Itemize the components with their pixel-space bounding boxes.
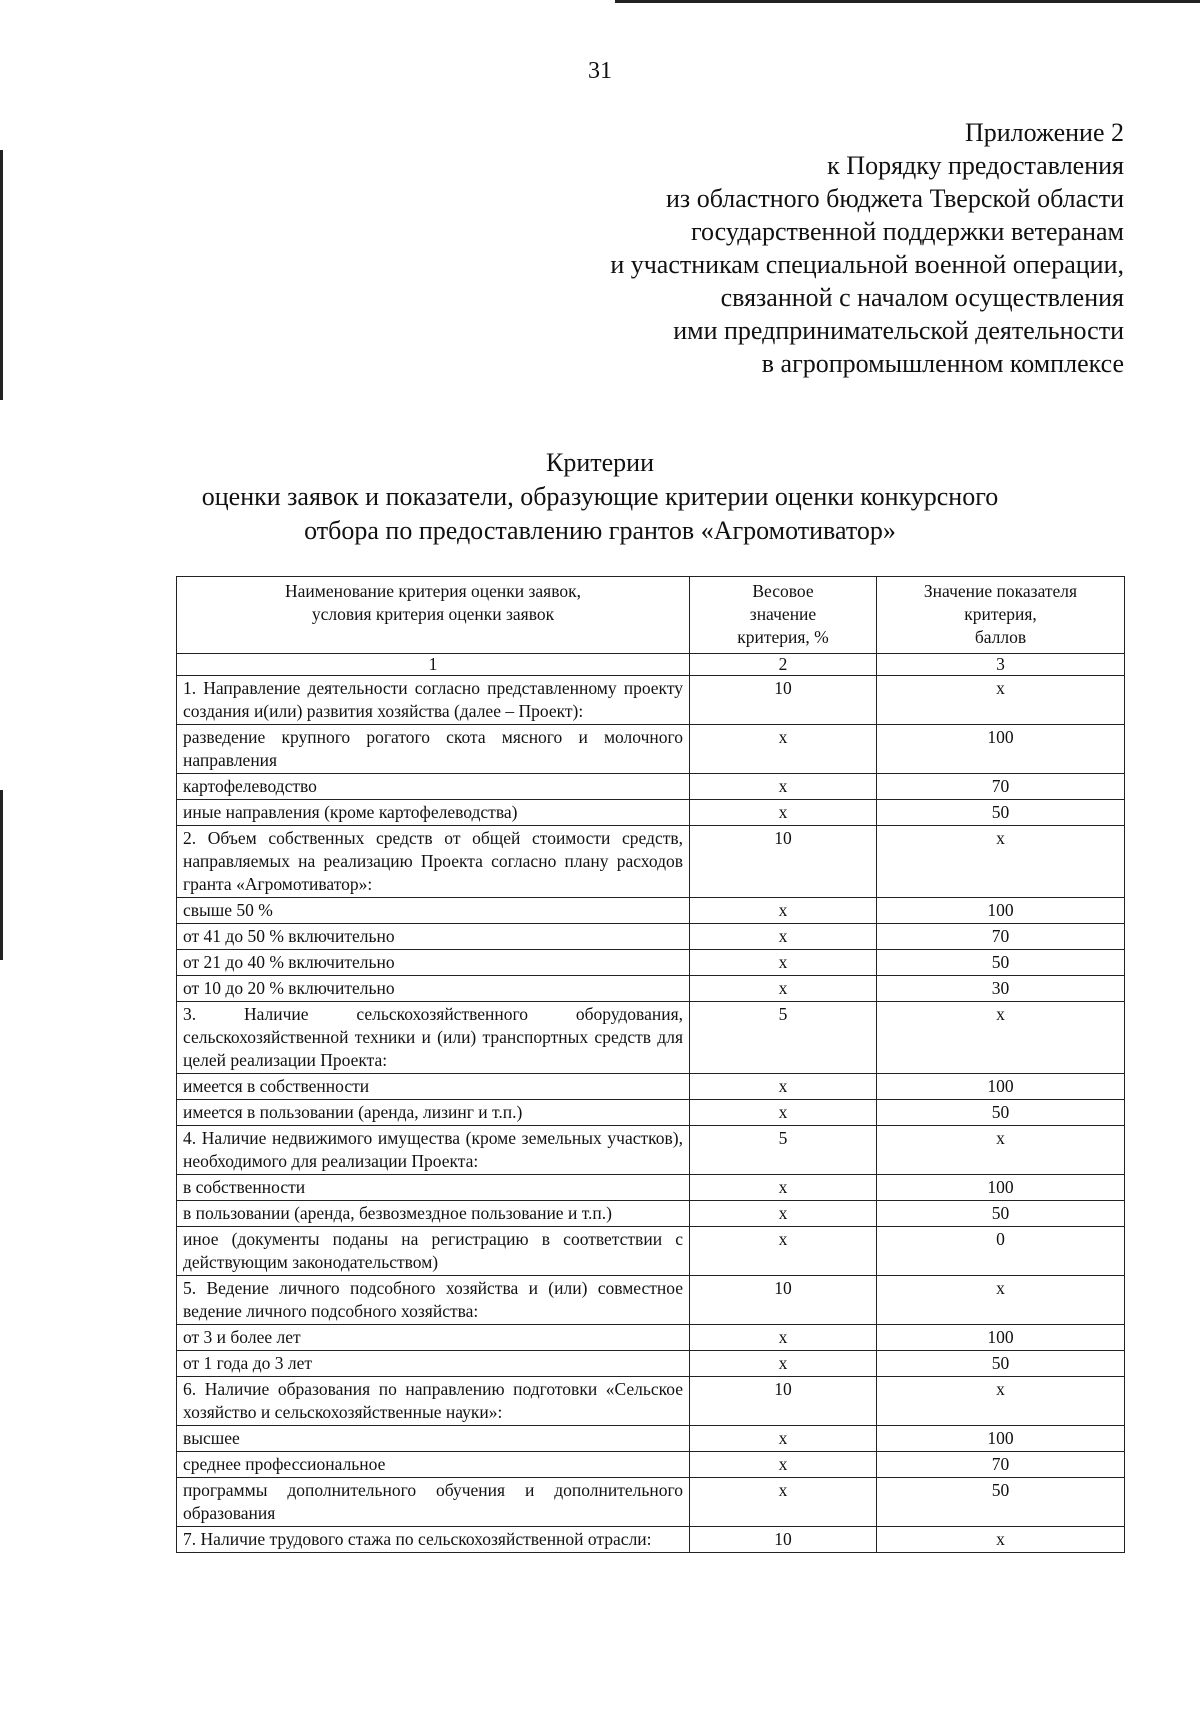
score-cell: 30 [877, 976, 1125, 1002]
title-line-1: Критерии [546, 448, 654, 477]
weight-cell: х [690, 976, 877, 1002]
criterion-name-cell: 4. Наличие недвижимого имущества (кроме земельных участков), необходимого для реализации Проекта: [177, 1126, 690, 1175]
criterion-name-cell: от 1 года до 3 лет [177, 1351, 690, 1377]
criteria-table-body [177, 676, 1125, 1553]
weight-cell: х [690, 1227, 877, 1276]
criterion-name-cell: высшее [177, 1426, 690, 1452]
criterion-name-cell: 5. Ведение личного подсобного хозяйства и (или) совместное ведение личного подсобного хозяйства: [177, 1276, 690, 1325]
weight-cell: х [690, 1426, 877, 1452]
criterion-name-cell: иное (документы поданы на регистрацию в соответствии с действующим законодательством) [177, 1227, 690, 1276]
score-cell: 0 [877, 1227, 1125, 1276]
table-header-row [177, 577, 1125, 654]
column-number: 1 [177, 654, 690, 676]
document-title [0, 446, 1200, 548]
score-cell: 50 [877, 1201, 1125, 1227]
appendix-line: и участникам специальной военной операции, [610, 250, 1124, 279]
column-number: 2 [690, 654, 877, 676]
weight-cell: х [690, 1175, 877, 1201]
weight-cell: 5 [690, 1002, 877, 1074]
weight-cell: х [690, 1325, 877, 1351]
table-row [177, 1478, 1125, 1527]
table-row [177, 800, 1125, 826]
criterion-name-cell: в пользовании (аренда, безвозмездное пользование и т.п.) [177, 1201, 690, 1227]
title-line-3: отбора по предоставлению грантов «Агромотиватор» [304, 516, 896, 545]
table-row [177, 1325, 1125, 1351]
score-cell: 50 [877, 800, 1125, 826]
table-row [177, 1276, 1125, 1325]
weight-cell: х [690, 774, 877, 800]
weight-cell: х [690, 1201, 877, 1227]
table-row [177, 1227, 1125, 1276]
table-row [177, 950, 1125, 976]
score-cell: 50 [877, 1100, 1125, 1126]
score-cell: 100 [877, 1325, 1125, 1351]
weight-cell: х [690, 1478, 877, 1527]
criterion-name-cell: 2. Объем собственных средств от общей стоимости средств, направляемых на реализацию Проекта согласно плану расходов гранта «Агромотиватор»: [177, 826, 690, 898]
table-row [177, 1351, 1125, 1377]
scan-edge-line-bottom [0, 790, 3, 960]
weight-cell: х [690, 725, 877, 774]
appendix-line: Приложение 2 [964, 118, 1124, 147]
score-cell: 70 [877, 774, 1125, 800]
criteria-table [176, 576, 1125, 1553]
score-cell: х [877, 1276, 1125, 1325]
criterion-name-cell: от 41 до 50 % включительно [177, 924, 690, 950]
criterion-name-cell: свыше 50 % [177, 898, 690, 924]
appendix-header [610, 116, 1124, 380]
appendix-line: связанной с началом осуществления [720, 283, 1124, 312]
appendix-line: государственной поддержки ветеранам [691, 217, 1124, 246]
score-cell: х [877, 676, 1125, 725]
column-number: 3 [877, 654, 1125, 676]
score-cell: 100 [877, 1074, 1125, 1100]
table-row [177, 1002, 1125, 1074]
score-cell: 100 [877, 898, 1125, 924]
score-cell: 70 [877, 1452, 1125, 1478]
criterion-name-cell: картофелеводство [177, 774, 690, 800]
table-row [177, 1126, 1125, 1175]
criterion-name-cell: иные направления (кроме картофелеводства) [177, 800, 690, 826]
score-cell: 50 [877, 950, 1125, 976]
criterion-name-cell: имеется в пользовании (аренда, лизинг и т.п.) [177, 1100, 690, 1126]
weight-cell: х [690, 1452, 877, 1478]
table-row [177, 1527, 1125, 1553]
header-score: Значение показателя критерия, баллов [877, 577, 1125, 654]
table-row [177, 1074, 1125, 1100]
criterion-name-cell: среднее профессиональное [177, 1452, 690, 1478]
table-row [177, 1201, 1125, 1227]
criterion-name-cell: 7. Наличие трудового стажа по сельскохозяйственной отрасли: [177, 1527, 690, 1553]
weight-cell: х [690, 924, 877, 950]
table-row [177, 1100, 1125, 1126]
criterion-name-cell: разведение крупного рогатого скота мясного и молочного направления [177, 725, 690, 774]
weight-cell: 10 [690, 1377, 877, 1426]
header-weight: Весовое значение критерия, % [690, 577, 877, 654]
weight-cell: 10 [690, 1527, 877, 1553]
score-cell: 100 [877, 1426, 1125, 1452]
table-row [177, 1452, 1125, 1478]
table-row [177, 898, 1125, 924]
title-line-2: оценки заявок и показатели, образующие критерии оценки конкурсного [201, 482, 999, 511]
column-numbers-row [177, 654, 1125, 676]
weight-cell: х [690, 800, 877, 826]
table-row [177, 774, 1125, 800]
weight-cell: 10 [690, 676, 877, 725]
appendix-line: ими предпринимательской деятельности [673, 316, 1124, 345]
weight-cell: х [690, 950, 877, 976]
criterion-name-cell: 6. Наличие образования по направлению подготовки «Сельское хозяйство и сельскохозяйственные науки»: [177, 1377, 690, 1426]
criterion-name-cell: от 10 до 20 % включительно [177, 976, 690, 1002]
weight-cell: 5 [690, 1126, 877, 1175]
weight-cell: х [690, 898, 877, 924]
header-criterion-name: Наименование критерия оценки заявок, условия критерия оценки заявок [177, 577, 690, 654]
score-cell: х [877, 1527, 1125, 1553]
score-cell: х [877, 1002, 1125, 1074]
table-row [177, 1377, 1125, 1426]
scan-top-line [615, 0, 1200, 3]
criterion-name-cell: 3. Наличие сельскохозяйственного оборудования, сельскохозяйственной техники и (или) транспортных средств для целей реализации Проекта: [177, 1002, 690, 1074]
score-cell: х [877, 826, 1125, 898]
appendix-line: в агропромышленном комплексе [761, 349, 1124, 378]
criterion-name-cell: в собственности [177, 1175, 690, 1201]
scan-edge-line-top [0, 150, 3, 400]
score-cell: 70 [877, 924, 1125, 950]
table-row [177, 826, 1125, 898]
criterion-name-cell: 1. Направление деятельности согласно представленному проекту создания и(или) развития хозяйства (далее – Проект): [177, 676, 690, 725]
weight-cell: х [690, 1074, 877, 1100]
table-row [177, 924, 1125, 950]
weight-cell: х [690, 1100, 877, 1126]
score-cell: х [877, 1126, 1125, 1175]
criterion-name-cell: имеется в собственности [177, 1074, 690, 1100]
appendix-line: из областного бюджета Тверской области [666, 184, 1124, 213]
score-cell: 50 [877, 1351, 1125, 1377]
score-cell: 100 [877, 725, 1125, 774]
criterion-name-cell: от 3 и более лет [177, 1325, 690, 1351]
score-cell: х [877, 1377, 1125, 1426]
weight-cell: 10 [690, 826, 877, 898]
appendix-line: к Порядку предоставления [827, 151, 1124, 180]
table-row [177, 1426, 1125, 1452]
score-cell: 100 [877, 1175, 1125, 1201]
weight-cell: х [690, 1351, 877, 1377]
table-row [177, 976, 1125, 1002]
weight-cell: 10 [690, 1276, 877, 1325]
criterion-name-cell: от 21 до 40 % включительно [177, 950, 690, 976]
table-row [177, 1175, 1125, 1201]
table-row [177, 676, 1125, 725]
score-cell: 50 [877, 1478, 1125, 1527]
criterion-name-cell: программы дополнительного обучения и дополнительного образования [177, 1478, 690, 1527]
table-row [177, 725, 1125, 774]
page-number: 31 [588, 58, 612, 84]
